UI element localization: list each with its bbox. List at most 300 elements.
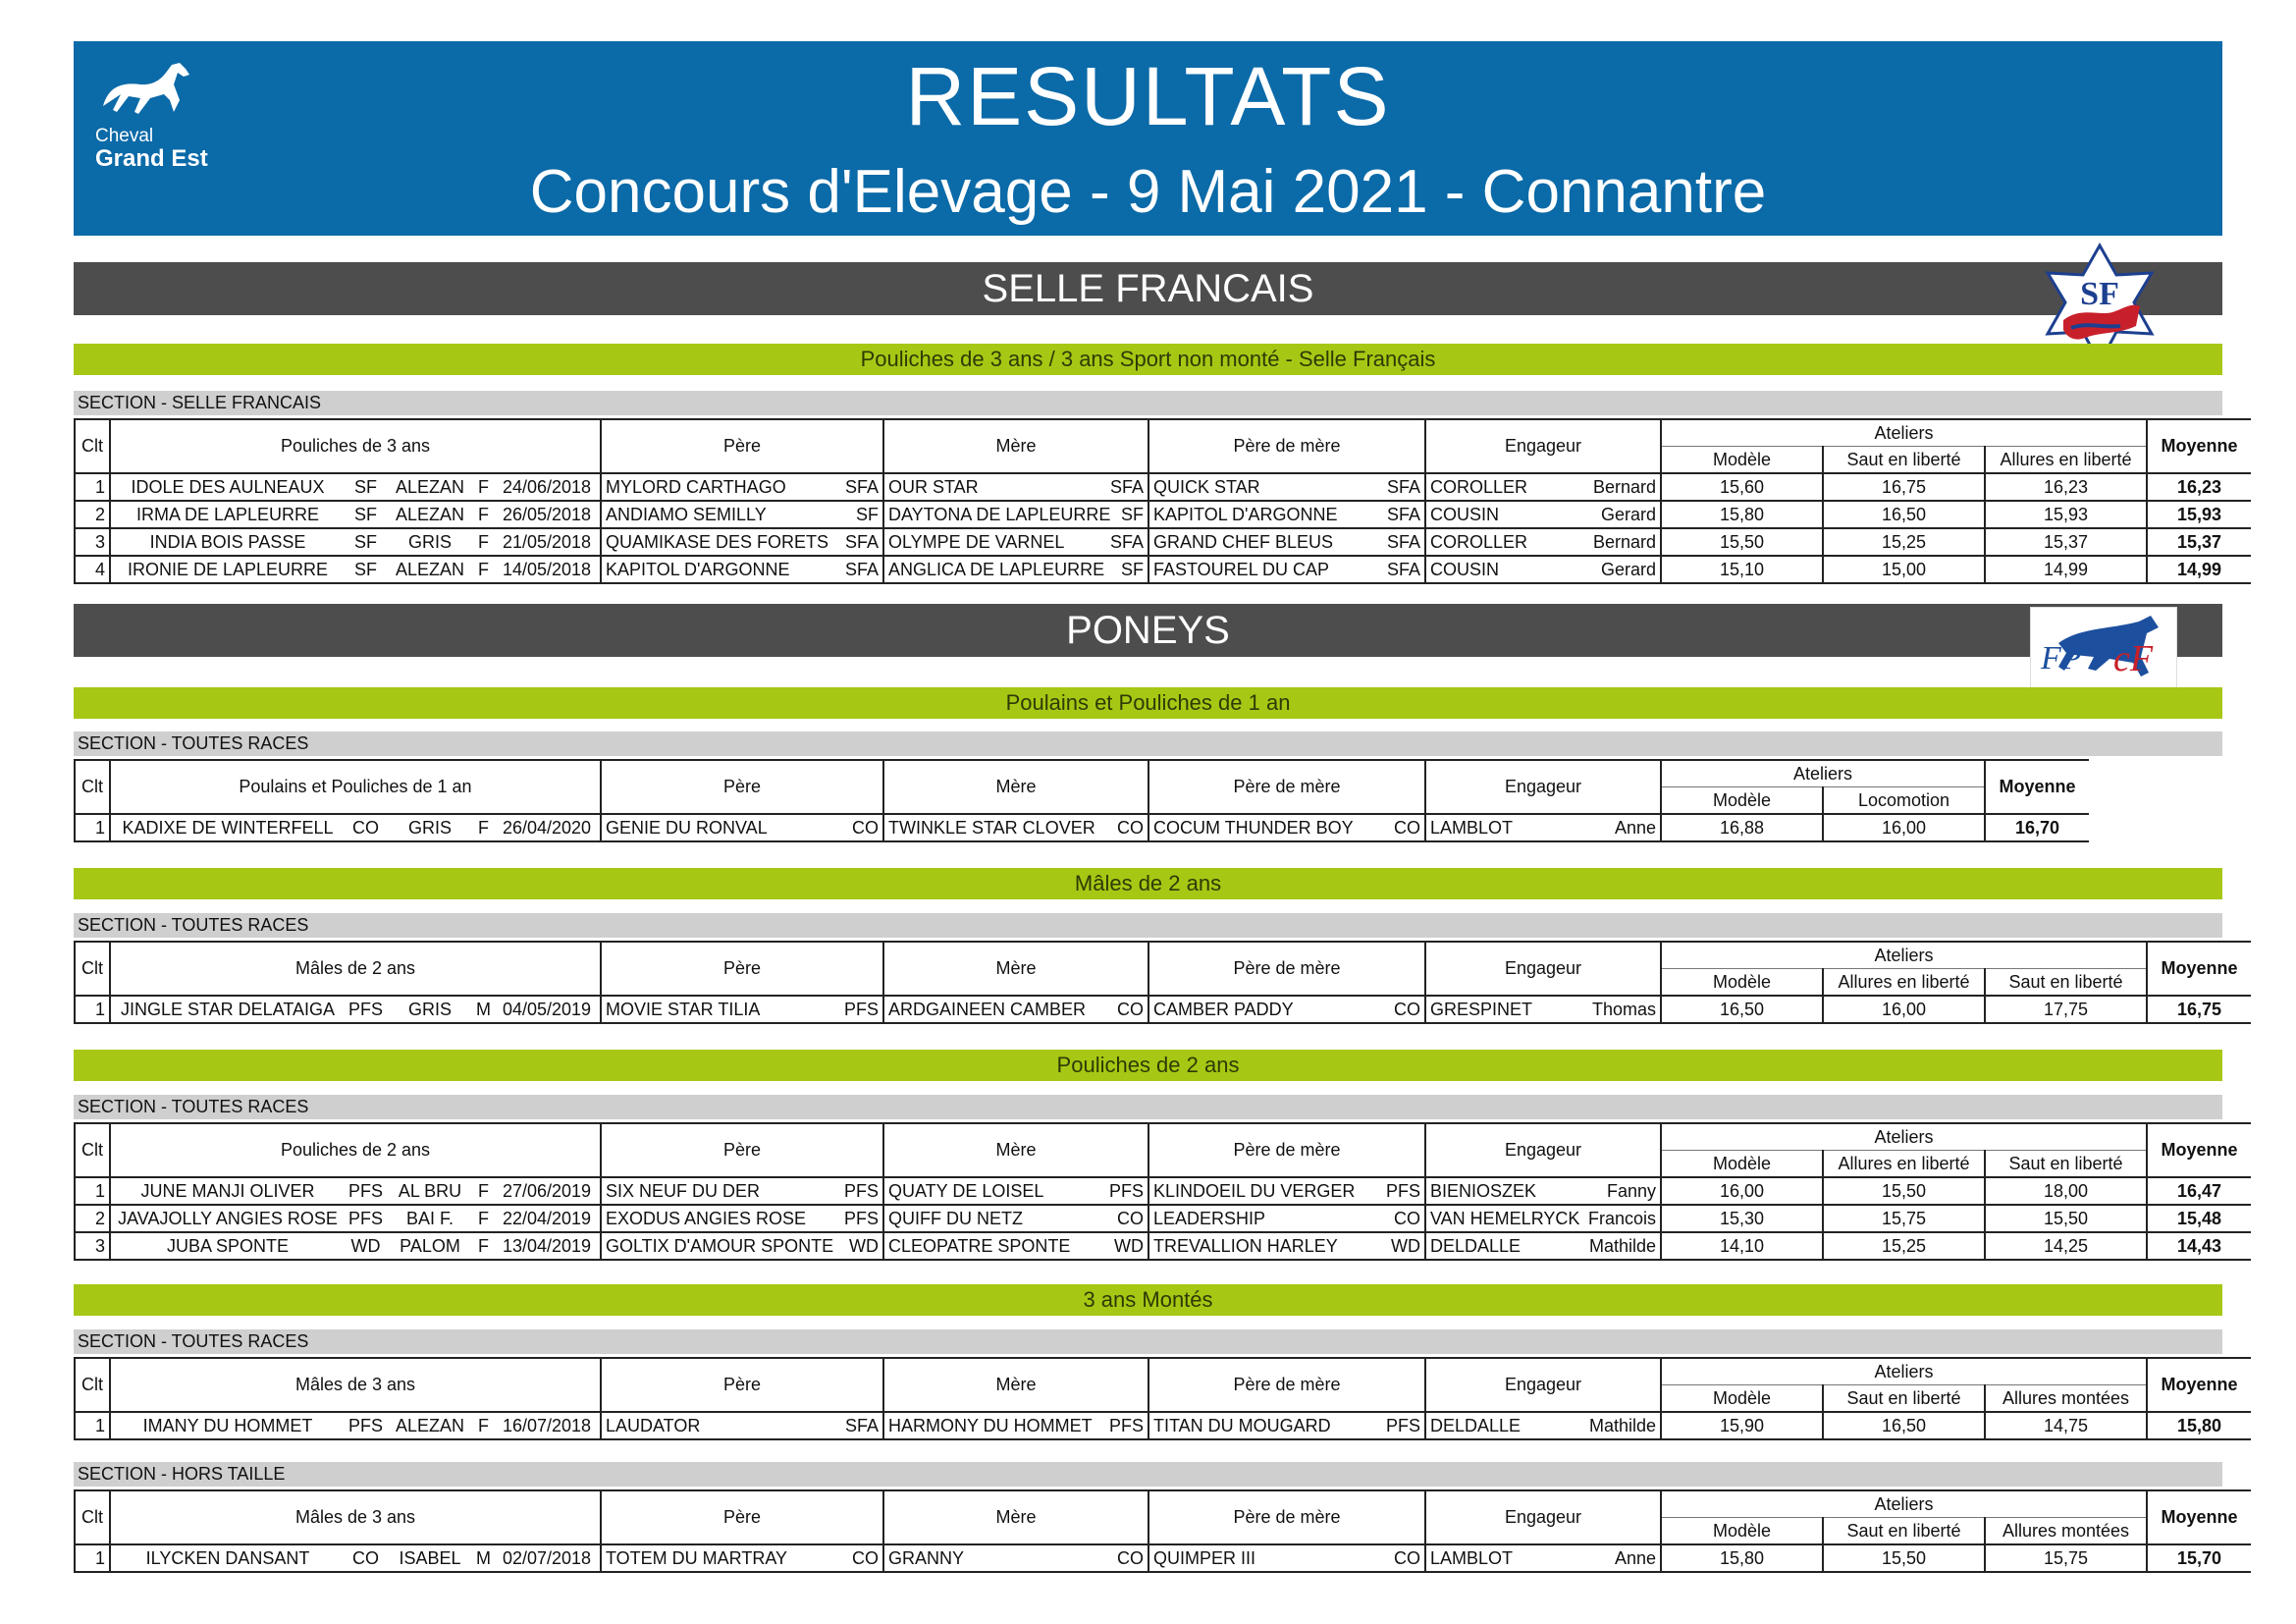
cell-engageur: [1425, 1177, 1661, 1205]
header-ateliers: Ateliers: [1661, 419, 2147, 447]
horse-sex: F: [478, 1415, 489, 1435]
cell-note: 14,99: [1985, 556, 2147, 583]
cell-clt: 1: [75, 473, 110, 501]
horse-race: PFS: [347, 1415, 383, 1435]
cell-note: 15,30: [1661, 1205, 1823, 1232]
mere-main: GRANNY: [888, 1547, 965, 1568]
pere-race: CO: [852, 817, 879, 838]
header-category: Pouliches de 2 ans: [110, 1123, 601, 1177]
header-mere: Mère: [883, 1123, 1148, 1177]
pere-main: MYLORD CARTHAGO: [606, 476, 786, 497]
horse-sex: F: [478, 476, 489, 497]
header-pere: Père: [601, 1358, 883, 1412]
mere-main: OLYMPE DE VARNEL: [888, 531, 1065, 552]
mere-race: SFA: [1109, 531, 1144, 552]
pere-de-mere-race: CO: [1394, 1208, 1420, 1228]
header-atelier: Allures montées: [1985, 1385, 2147, 1413]
engageur-main: COROLLER: [1430, 476, 1528, 497]
header-mere: Mère: [883, 419, 1148, 473]
mere-main: TWINKLE STAR CLOVER: [888, 817, 1095, 838]
engageur: [1430, 505, 1656, 525]
pere-main: ANDIAMO SEMILLY: [606, 504, 767, 524]
cell-note: 16,23: [1985, 473, 2147, 501]
engageur: [1430, 1416, 1656, 1436]
header-moyenne: Moyenne: [2147, 942, 2251, 996]
results-table: [74, 1489, 2251, 1573]
horse-sex: M: [476, 1547, 491, 1568]
band-selle-francais: SELLE FRANCAIS: [74, 262, 2222, 315]
mere: [888, 532, 1144, 553]
pere-de-mere: [1153, 1416, 1420, 1436]
engageur-main: COROLLER: [1430, 531, 1528, 552]
mere: [888, 1209, 1144, 1229]
cell-pere: [601, 1177, 883, 1205]
cell-horse: [110, 1412, 601, 1439]
horse-birthdate: 16/07/2018: [502, 1415, 592, 1435]
cell-pere-de-mere: [1148, 814, 1425, 841]
engageur-race: Bernard: [1592, 476, 1656, 497]
horse-info: [115, 1548, 596, 1569]
cell-engageur: [1425, 501, 1661, 528]
pere-de-mere-race: CO: [1394, 999, 1420, 1019]
horse-name: IMANY DU HOMMET: [142, 1415, 313, 1435]
cell-moyenne: 15,80: [2147, 1412, 2251, 1439]
cell-note: 15,50: [1985, 1205, 2147, 1232]
pere-main: TOTEM DU MARTRAY: [606, 1547, 788, 1568]
header-atelier: Modèle: [1661, 447, 1823, 474]
header-mere: Mère: [883, 942, 1148, 996]
cell-note: 16,75: [1823, 473, 1985, 501]
cell-mere: [883, 996, 1148, 1023]
header-pere: Père: [601, 760, 883, 814]
cell-horse: [110, 996, 601, 1023]
section-label: SECTION - TOUTES RACES: [74, 1095, 2222, 1119]
horse-name: INDIA BOIS PASSE: [149, 531, 306, 552]
cell-note: 16,88: [1661, 814, 1823, 841]
cell-pere: [601, 814, 883, 841]
results-table: [74, 941, 2251, 1024]
cell-note: 14,25: [1985, 1232, 2147, 1260]
pere-de-mere: [1153, 1181, 1420, 1202]
header-atelier: Modèle: [1661, 1518, 1823, 1545]
cell-note: 15,25: [1823, 1232, 1985, 1260]
header-pere: Père: [601, 1490, 883, 1544]
horse-race: WD: [350, 1235, 381, 1256]
table-row: [75, 814, 2089, 841]
horse-name: JINGLE STAR DELATAIGA: [120, 999, 336, 1019]
pere-de-mere: [1153, 1000, 1420, 1020]
horse-name: JAVAJOLLY ANGIES ROSE: [118, 1208, 338, 1228]
header-pere-de-mere: Père de mère: [1148, 1358, 1425, 1412]
table-header-row: [75, 942, 2251, 969]
horse-sex: F: [478, 559, 489, 579]
header-clt: Clt: [75, 1358, 110, 1412]
cell-note: 15,60: [1661, 473, 1823, 501]
cell-engageur: [1425, 814, 1661, 841]
horse-robe: GRIS: [407, 817, 452, 838]
horse-info: [115, 477, 596, 498]
header-engageur: Engageur: [1425, 942, 1661, 996]
cell-engageur: [1425, 1544, 1661, 1572]
header-category: Mâles de 3 ans: [110, 1490, 601, 1544]
cell-pere: [601, 501, 883, 528]
horse-robe: ALEZAN: [395, 504, 465, 524]
engageur-race: Mathilde: [1588, 1235, 1656, 1256]
header-category: Mâles de 3 ans: [110, 1358, 601, 1412]
pere-race: SFA: [844, 1415, 879, 1435]
engageur-main: GRESPINET: [1430, 999, 1533, 1019]
header-engageur: Engageur: [1425, 419, 1661, 473]
header-clt: Clt: [75, 942, 110, 996]
header-pere-de-mere: Père de mère: [1148, 1123, 1425, 1177]
cell-mere: [883, 501, 1148, 528]
header-pere: Père: [601, 1123, 883, 1177]
table-header-row: [75, 419, 2251, 447]
cell-engageur: [1425, 528, 1661, 556]
pere-de-mere-main: FASTOUREL DU CAP: [1153, 559, 1330, 579]
mere: [888, 818, 1144, 839]
pere-main: LAUDATOR: [606, 1415, 701, 1435]
engageur-race: Mathilde: [1588, 1415, 1656, 1435]
horse-name: IDOLE DES AULNEAUX: [131, 476, 325, 497]
cell-horse: [110, 473, 601, 501]
engageur: [1430, 532, 1656, 553]
header-atelier: Allures en liberté: [1985, 447, 2147, 474]
cell-note: 16,50: [1661, 996, 1823, 1023]
horse-sex: F: [478, 1180, 489, 1201]
horse-sex: F: [478, 504, 489, 524]
cell-note: 14,10: [1661, 1232, 1823, 1260]
cell-note: 15,50: [1823, 1177, 1985, 1205]
horse-name: JUNE MANJI OLIVER: [140, 1180, 315, 1201]
svg-text:FP: FP: [2041, 640, 2082, 677]
cell-pere: [601, 996, 883, 1023]
cell-note: 15,50: [1661, 528, 1823, 556]
table-row: [75, 1205, 2251, 1232]
pere-de-mere: [1153, 505, 1420, 525]
cell-horse: [110, 556, 601, 583]
results-table: [74, 759, 2089, 842]
horse-robe: ALEZAN: [395, 476, 465, 497]
pere-de-mere-race: CO: [1394, 1547, 1420, 1568]
cell-mere: [883, 1232, 1148, 1260]
header-ateliers: Ateliers: [1661, 1123, 2147, 1151]
pere: [606, 532, 879, 553]
table-row: [75, 501, 2251, 528]
mere: [888, 1181, 1144, 1202]
horse-birthdate: 04/05/2019: [502, 999, 592, 1019]
header-pere-de-mere: Père de mère: [1148, 760, 1425, 814]
pere-de-mere-main: COCUM THUNDER BOY: [1153, 817, 1354, 838]
engageur-main: COUSIN: [1430, 559, 1500, 579]
brand-line1: Cheval: [95, 126, 154, 146]
header-mere: Mère: [883, 1490, 1148, 1544]
horse-robe: PALOM: [400, 1235, 460, 1256]
pere-de-mere: [1153, 1548, 1420, 1569]
cell-mere: [883, 473, 1148, 501]
header-pere-de-mere: Père de mère: [1148, 419, 1425, 473]
engageur: [1430, 477, 1656, 498]
engageur-race: Thomas: [1591, 999, 1656, 1019]
horse-robe: ISABEL: [399, 1547, 461, 1568]
cell-clt: 1: [75, 814, 110, 841]
cell-pere-de-mere: [1148, 1177, 1425, 1205]
pere-de-mere-race: SFA: [1386, 504, 1420, 524]
cell-note: 17,75: [1985, 996, 2147, 1023]
cell-moyenne: 15,37: [2147, 528, 2251, 556]
cell-pere: [601, 1412, 883, 1439]
horse-birthdate: 24/06/2018: [502, 476, 592, 497]
horse-info: [115, 505, 596, 525]
header-mere: Mère: [883, 1358, 1148, 1412]
header-moyenne: Moyenne: [2147, 419, 2251, 473]
header-pere: Père: [601, 942, 883, 996]
category-subtitle: Pouliches de 3 ans / 3 ans Sport non monté - Selle Français: [74, 344, 2222, 375]
horse-sex: F: [478, 1208, 489, 1228]
pere-de-mere-race: SFA: [1386, 476, 1420, 497]
mere-race: CO: [1117, 1208, 1144, 1228]
pere-main: KAPITOL D'ARGONNE: [606, 559, 790, 579]
cell-note: 15,80: [1661, 1544, 1823, 1572]
category-subtitle: Poulains et Pouliches de 1 an: [74, 687, 2222, 719]
cell-note: 14,75: [1985, 1412, 2147, 1439]
cell-horse: [110, 1177, 601, 1205]
header-ateliers: Ateliers: [1661, 1490, 2147, 1518]
pere-de-mere-main: TREVALLION HARLEY: [1153, 1235, 1338, 1256]
table-header-row: [75, 1123, 2251, 1151]
pere-race: SFA: [844, 476, 879, 497]
header-atelier: Locomotion: [1823, 787, 1985, 815]
horse-sex: F: [478, 531, 489, 552]
cell-clt: 2: [75, 1205, 110, 1232]
horse-robe: AL BRU: [398, 1180, 462, 1201]
mere-race: WD: [1114, 1235, 1144, 1256]
cell-pere: [601, 1205, 883, 1232]
cell-moyenne: 16,23: [2147, 473, 2251, 501]
section-label: SECTION - HORS TAILLE: [74, 1462, 2222, 1487]
horse-race: CO: [352, 1547, 379, 1568]
mere: [888, 1416, 1144, 1436]
cell-horse: [110, 528, 601, 556]
pere-main: GOLTIX D'AMOUR SPONTE: [606, 1235, 834, 1256]
pere-de-mere-main: KAPITOL D'ARGONNE: [1153, 504, 1338, 524]
engageur: [1430, 1181, 1656, 1202]
cell-mere: [883, 814, 1148, 841]
pere-de-mere-main: QUIMPER III: [1153, 1547, 1256, 1568]
pere-race: CO: [852, 1547, 879, 1568]
header-pere-de-mere: Père de mère: [1148, 1490, 1425, 1544]
cell-note: 16,00: [1661, 1177, 1823, 1205]
header-category: Mâles de 2 ans: [110, 942, 601, 996]
header-pere: Père: [601, 419, 883, 473]
cell-note: 15,10: [1661, 556, 1823, 583]
pere-de-mere: [1153, 532, 1420, 553]
pere-race: PFS: [843, 1180, 879, 1201]
cell-note: 15,80: [1661, 501, 1823, 528]
pere-main: MOVIE STAR TILIA: [606, 999, 761, 1019]
header-atelier: Modèle: [1661, 1151, 1823, 1178]
header-category: Pouliches de 3 ans: [110, 419, 601, 473]
mere: [888, 505, 1144, 525]
mere-race: PFS: [1108, 1180, 1144, 1201]
mere-race: CO: [1117, 1547, 1144, 1568]
band-poneys: PONEYS: [74, 604, 2222, 657]
engageur-race: Bernard: [1592, 531, 1656, 552]
mere-race: SF: [1120, 504, 1144, 524]
sf-badge-label: SF: [2080, 276, 2119, 312]
cell-note: 15,37: [1985, 528, 2147, 556]
pere-de-mere-race: PFS: [1385, 1180, 1420, 1201]
engageur-race: Anne: [1614, 817, 1656, 838]
cell-clt: 3: [75, 528, 110, 556]
horse-birthdate: 14/05/2018: [502, 559, 592, 579]
header-engageur: Engageur: [1425, 1123, 1661, 1177]
results-table: [74, 1357, 2251, 1440]
pere-main: GENIE DU RONVAL: [606, 817, 768, 838]
header-atelier: Modèle: [1661, 787, 1823, 815]
engageur: [1430, 560, 1656, 580]
cell-pere-de-mere: [1148, 528, 1425, 556]
engageur-main: DELDALLE: [1430, 1235, 1522, 1256]
horse-sex: F: [478, 817, 489, 838]
header-category: Poulains et Pouliches de 1 an: [110, 760, 601, 814]
cell-note: 15,75: [1823, 1205, 1985, 1232]
cell-clt: 4: [75, 556, 110, 583]
horse-name: IRMA DE LAPLEURRE: [135, 504, 320, 524]
page-title: RESULTATS: [905, 50, 1391, 142]
horse-birthdate: 27/06/2019: [502, 1180, 592, 1201]
pere-de-mere-main: GRAND CHEF BLEUS: [1153, 531, 1334, 552]
cell-clt: 2: [75, 501, 110, 528]
header-atelier: Saut en liberté: [1823, 447, 1985, 474]
cell-horse: [110, 501, 601, 528]
cell-pere: [601, 1544, 883, 1572]
horse-birthdate: 02/07/2018: [502, 1547, 592, 1568]
pere: [606, 560, 879, 580]
mere-race: CO: [1117, 817, 1144, 838]
pere-de-mere: [1153, 560, 1420, 580]
mere: [888, 1000, 1144, 1020]
engageur-main: DELDALLE: [1430, 1415, 1522, 1435]
horse-robe: BAI F.: [405, 1208, 454, 1228]
header-moyenne: Moyenne: [1985, 760, 2089, 814]
mere: [888, 1236, 1144, 1257]
cell-note: 16,50: [1823, 501, 1985, 528]
cell-clt: 1: [75, 996, 110, 1023]
table-row: [75, 1232, 2251, 1260]
horse-race: SF: [353, 504, 377, 524]
cell-horse: [110, 1232, 601, 1260]
pere-de-mere-race: WD: [1391, 1235, 1420, 1256]
header-ateliers: Ateliers: [1661, 942, 2147, 969]
mere-main: QUATY DE LOISEL: [888, 1180, 1044, 1201]
pere: [606, 1236, 879, 1257]
pere-de-mere: [1153, 1209, 1420, 1229]
section-label: SECTION - TOUTES RACES: [74, 1329, 2222, 1354]
cell-engageur: [1425, 1232, 1661, 1260]
mere-main: ANGLICA DE LAPLEURRE: [888, 559, 1105, 579]
cell-moyenne: 15,70: [2147, 1544, 2251, 1572]
cell-note: 15,93: [1985, 501, 2147, 528]
cell-engageur: [1425, 1205, 1661, 1232]
horse-birthdate: 21/05/2018: [502, 531, 592, 552]
pere: [606, 1181, 879, 1202]
cell-pere-de-mere: [1148, 1412, 1425, 1439]
header-atelier: Saut en liberté: [1985, 969, 2147, 997]
category-subtitle: Mâles de 2 ans: [74, 868, 2222, 899]
cell-note: 15,25: [1823, 528, 1985, 556]
cell-moyenne: 16,47: [2147, 1177, 2251, 1205]
horse-race: SF: [353, 559, 377, 579]
pere-de-mere: [1153, 477, 1420, 498]
header-pere-de-mere: Père de mère: [1148, 942, 1425, 996]
header-engageur: Engageur: [1425, 760, 1661, 814]
engageur: [1430, 818, 1656, 839]
pere: [606, 1209, 879, 1229]
cell-moyenne: 15,48: [2147, 1205, 2251, 1232]
pere-de-mere-main: LEADERSHIP: [1153, 1208, 1266, 1228]
pere-race: SFA: [844, 531, 879, 552]
cell-pere: [601, 528, 883, 556]
header-mere: Mère: [883, 760, 1148, 814]
table-row: [75, 556, 2251, 583]
engageur-main: LAMBLOT: [1430, 817, 1514, 838]
mere-main: HARMONY DU HOMMET: [888, 1415, 1093, 1435]
header-atelier: Saut en liberté: [1823, 1385, 1985, 1413]
engageur: [1430, 1236, 1656, 1257]
pere-de-mere-race: CO: [1394, 817, 1420, 838]
cell-clt: 1: [75, 1177, 110, 1205]
mere-main: OUR STAR: [888, 476, 979, 497]
cell-horse: [110, 814, 601, 841]
engageur-race: Gerard: [1600, 559, 1656, 579]
cell-horse: [110, 1544, 601, 1572]
cell-mere: [883, 1544, 1148, 1572]
pere-main: SIX NEUF DU DER: [606, 1180, 761, 1201]
svg-text:cF: cF: [2113, 638, 2154, 679]
cell-clt: 1: [75, 1412, 110, 1439]
pere-race: WD: [849, 1235, 879, 1256]
pere-de-mere-main: QUICK STAR: [1153, 476, 1260, 497]
header-atelier: Allures en liberté: [1823, 1151, 1985, 1178]
horse-birthdate: 22/04/2019: [502, 1208, 592, 1228]
pere: [606, 1416, 879, 1436]
cell-clt: 3: [75, 1232, 110, 1260]
engageur-race: Gerard: [1600, 504, 1656, 524]
horse-name: KADIXE DE WINTERFELL: [122, 817, 334, 838]
cell-pere-de-mere: [1148, 1544, 1425, 1572]
pere-race: PFS: [843, 1208, 879, 1228]
engageur-main: LAMBLOT: [1430, 1547, 1514, 1568]
category-subtitle: Pouliches de 2 ans: [74, 1050, 2222, 1081]
pere-race: SFA: [844, 559, 879, 579]
header-atelier: Modèle: [1661, 1385, 1823, 1413]
table-row: [75, 1412, 2251, 1439]
cell-engageur: [1425, 473, 1661, 501]
header-atelier: Saut en liberté: [1985, 1151, 2147, 1178]
table-row: [75, 1544, 2251, 1572]
horse-info: [115, 532, 596, 553]
mere-race: SFA: [1109, 476, 1144, 497]
category-subtitle: 3 ans Montés: [74, 1284, 2222, 1316]
header-banner: [74, 41, 2222, 236]
cell-pere: [601, 556, 883, 583]
engageur: [1430, 1209, 1656, 1229]
horse-race: SF: [353, 476, 377, 497]
pere-main: QUAMIKASE DES FORETS: [606, 531, 829, 552]
page-subtitle: Concours d'Elevage - 9 Mai 2021 - Connantre: [529, 158, 1767, 226]
mere: [888, 560, 1144, 580]
